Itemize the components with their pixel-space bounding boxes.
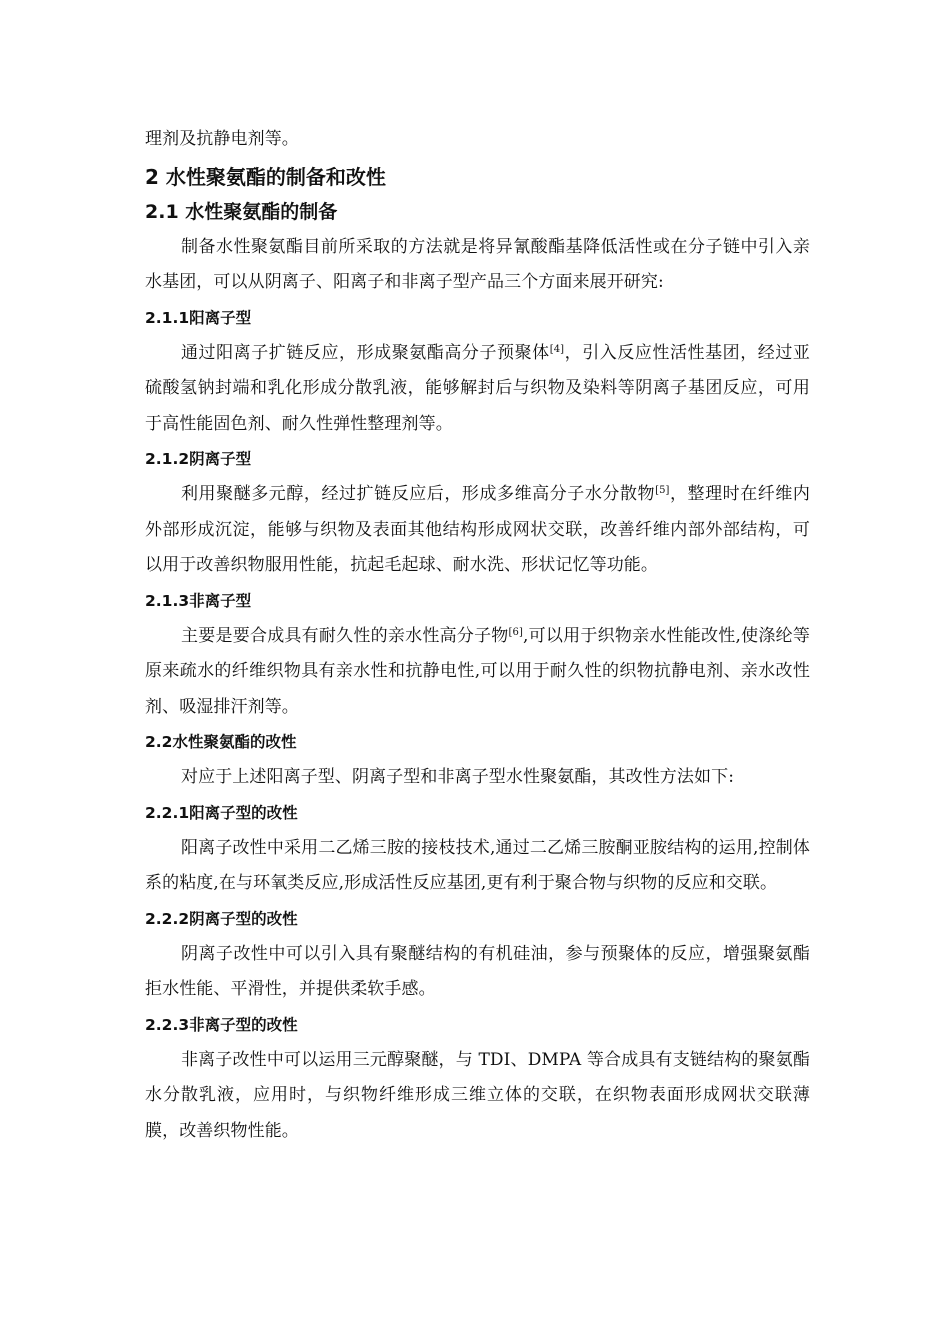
citation-ref: [4] (549, 343, 565, 355)
paragraph-text: 主要是要合成具有耐久性的亲水性高分子物 (181, 625, 509, 646)
heading-2-2-modification: 2.2水性聚氨酯的改性 (145, 733, 297, 751)
paragraph-text: 通过阳离子扩链反应，形成聚氨酯高分子预聚体 (181, 342, 550, 363)
paragraph-cationic (145, 336, 810, 443)
paragraph-text: 利用聚醚多元醇，经过扩链反应后，形成多维高分子水分散物 (181, 484, 656, 504)
paragraph-text: ，引入反应性活性基团，经过亚硫酸氢钠封端和乳化形成分散乳液，能够解封后与织物及染料等阴离子基团反应，可用于高性能固色剂、耐久性弹性整理剂等。 (145, 342, 810, 434)
paragraph-text: ,可以用于织物亲水性能改性,使涤纶等原来疏水的纤维织物具有亲水性和抗静电性,可以用于耐久性的织物抗静电剂、亲水改性剂、吸湿排汗剂等。 (145, 625, 810, 717)
heading-2-2-1-cationic-mod: 2.2.1阳离子型的改性 (145, 803, 298, 822)
subsection-heading-2-1: 2.1 水性聚氨酯的制备 (145, 200, 338, 223)
heading-2-2-3-nonionic-mod: 2.2.3非离子型的改性 (145, 1015, 298, 1034)
document-page (145, 122, 810, 1149)
paragraph-preparation-intro: 制备水性聚氨酯目前所采取的方法就是将异氰酸酯基降低活性或在分子链中引入亲水基团，可以从阴离子、阳离子和非离子型产品三个方面来展开研究: (145, 236, 810, 292)
paragraph-modification-intro: 对应于上述阳离子型、阴离子型和非离子型水性聚氨酯，其改性方法如下: (181, 767, 735, 787)
citation-ref: [6] (508, 626, 524, 638)
heading-2-1-2-anionic: 2.1.2阴离子型 (145, 450, 252, 468)
citation-ref: [5] (655, 485, 670, 496)
paragraph-anionic (145, 477, 810, 584)
section-heading-2: 2 水性聚氨酯的制备和改性 (145, 164, 386, 189)
heading-2-1-1-cationic: 2.1.1阳离子型 (145, 308, 252, 327)
paragraph-cationic-mod: 阳离子改性中采用二乙烯三胺的接枝技术,通过二乙烯三胺酮亚胺结构的运用,控制体系的粘度,在与环氧类反应,形成活性反应基团,更有利于聚合物与织物的反应和交联。 (145, 837, 810, 893)
paragraph-continuation: 理剂及抗静电剂等。 (145, 129, 299, 149)
heading-2-2-2-anionic-mod: 2.2.2阴离子型的改性 (145, 909, 298, 928)
paragraph-nonionic (145, 619, 810, 726)
heading-2-1-3-nonionic: 2.1.3非离子型 (145, 591, 252, 610)
paragraph-anionic-mod: 阴离子改性中可以引入具有聚醚结构的有机硅油，参与预聚体的反应，增强聚氨酯拒水性能、平滑性，并提供柔软手感。 (145, 943, 810, 999)
paragraph-text: ，整理时在纤维内外部形成沉淀，能够与织物及表面其他结构形成网状交联，改善纤维内部外部结构，可以用于改善织物服用性能，抗起毛起球、耐水洗、形状记忆等功能。 (145, 484, 810, 575)
paragraph-nonionic-mod: 非离子改性中可以运用三元醇聚醚，与 TDI、DMPA 等合成具有支链结构的聚氨酯水分散乳液，应用时，与织物纤维形成三维立体的交联，在织物表面形成网状交联薄膜，改善织物性能。 (145, 1049, 810, 1141)
